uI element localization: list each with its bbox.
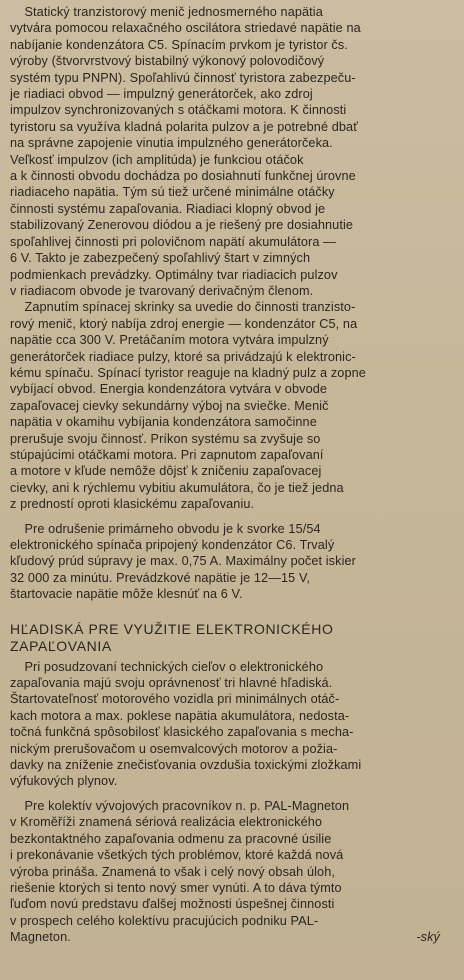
text-line: zapaľovania majú svoju oprávnenosť tri hlavné hľadiská.: [10, 676, 333, 691]
text-line: riadiaceho napätia. Tým sú tiež určené minimálne otáčky: [10, 185, 335, 200]
text-line: je riadiaci obvod — impulzný generátorček, ako zdroj: [10, 87, 313, 102]
text-line: činnosti systému zapaľovania. Riadiaci klopný obvod je: [10, 201, 326, 216]
text-line: generátorček riadiace pulzy, ktoré sa privádzajú k elektronic-: [10, 349, 356, 364]
author-signature: -ský: [416, 930, 440, 945]
text-line: a motore v kľude nemôže dôjsť k zničeniu zapaľovacej: [10, 464, 322, 479]
text-line: tyristoru sa využíva kladná polarita pulzov a je potrebné dbať: [10, 119, 359, 134]
text-line: i prekonávanie všetkých tých problémov, ktoré každá nová: [10, 848, 344, 863]
text-line: spoľahlivej činnosti pri polovičnom napätí akumulátora —: [10, 234, 336, 249]
text-line: rový menič, ktorý nabíja zdroj energie — kondenzátor C5, na: [10, 316, 358, 331]
text-line: nickým prerušovačom u osemvalcových motorov a požia-: [10, 741, 338, 756]
text-line: vytvára pomocou relaxačného oscilátora striedavé napätie na: [10, 21, 361, 36]
text-line: bezkontaktného zapaľovania odmenu za pracovné úsilie: [10, 831, 332, 846]
paragraph-ignition-switch: [10, 299, 458, 512]
text-line: napätia v okamihu vybíjania kondenzátora samočinne: [10, 415, 317, 430]
text-line: 32 000 za minútu. Prevádzkové napätie je 12—15 V,: [10, 570, 310, 585]
text-line: Veľkosť impulzov (ich amplitúda) je funkciou otáčok: [10, 152, 304, 167]
text-line: Statický tranzistorový menič jednosmerného napätia: [10, 5, 323, 19]
text-line: kľudový prúd súpravy je max. 0,75 A. Maximálny počet iskier: [10, 554, 356, 569]
paragraph-aspects: [10, 659, 458, 790]
text-line: na správne zapojenie vinutia impulzného generátorčeka.: [10, 136, 333, 151]
paragraph-gap: [10, 513, 458, 521]
text-line: podmienkach prevádzky. Optimálny tvar riadiacich pulzov: [10, 267, 338, 282]
text-line-last: [10, 929, 458, 945]
text-line: vybíjací obvod. Energia kondenzátora vytvára v obvode: [10, 382, 328, 397]
text-line: Magneton.: [10, 930, 71, 945]
text-line: prerušuje svoju činnosť. Príkon systému sa zvyšuje so: [10, 431, 321, 446]
text-line: točná funkčná spôsobilosť klasického zapaľovania s mecha-: [10, 725, 354, 740]
text-line: z predností oproti klasickému zapaľovaniu.: [10, 497, 255, 512]
text-line: stabilizovaný Zenerovou diódou a je riešený pre dosiahnutie: [10, 218, 354, 233]
text-line: štartovacie napätie môže klesnúť na 6 V.: [10, 587, 243, 602]
text-line: 6 V. Takto je zabezpečený spoľahlivý štart v zimných: [10, 251, 311, 266]
text-line: výroby (štvorvrstvový bistabilný výkonový polovodičový: [10, 54, 325, 69]
text-line: ľuďom novú predstavu ďalšej možnosti úspešnej činnosti: [10, 897, 335, 912]
text-line: stúpajúcimi otáčkami motora. Pri zapnutom zapaľovaní: [10, 447, 324, 462]
text-line: kach motora a max. poklese napätia akumulátora, nedosta-: [10, 708, 350, 723]
text-line: impulzov synchronizovaných s otáčkami motora. K činnosti: [10, 103, 347, 118]
heading-line: ZAPAĽOVANIA: [10, 637, 112, 654]
text-line: výfukových plynov.: [10, 774, 118, 789]
paragraph-gap: [10, 790, 458, 798]
text-line: Zapnutím spínacej skrinky sa uvedie do činnosti tranzisto-: [10, 300, 356, 315]
text-line: výroba prináša. Znamená to však i celý nový obsah úloh,: [10, 864, 335, 879]
text-line: elektronického spínača pripojený kondenzátor C6. Trvalý: [10, 538, 335, 552]
text-line: v Kroměříži znamená sériová realizácia elektronického: [10, 815, 323, 830]
text-line: Štartovateľnosť motorového vozidla pri minimálnych otáč-: [10, 692, 340, 707]
text-line: v prospech celého kolektívu pracujúcich podniku PAL-: [10, 913, 319, 928]
text-line: davky na zníženie znečisťovania ovzdušia toxickými zložkami: [10, 758, 362, 773]
text-line: nabíjanie kondenzátora C5. Spínacím prvkom je tyristor čs.: [10, 37, 348, 52]
paragraph-collective: [10, 798, 458, 946]
text-line: Pre kolektív vývojových pracovníkov n. p. PAL-Magneton: [10, 798, 350, 813]
text-line: kému spínaču. Spínací tyristor reaguje na kladný pulz a zopne: [10, 365, 366, 380]
text-line: systém typu PNPN). Spoľahlivú činnosť tyristora zabezpeču-: [10, 70, 356, 85]
section-heading: [10, 621, 458, 655]
heading-line: HĽADISKÁ PRE VYUŽITIE ELEKTRONICKÉHO: [10, 620, 334, 637]
text-line: Pre odrušenie primárneho obvodu je k svorke 15/54: [10, 521, 321, 536]
text-line: riešenie ktorých si tento nový smer vynúti. A to dáva týmto: [10, 880, 342, 895]
text-line: zapaľovacej cievky sekundárny výboj na sviečke. Menič: [10, 398, 329, 413]
paragraph-converter: [10, 4, 458, 299]
text-line: napätie cca 300 V. Pretáčaním motora vytvára impulzný: [10, 333, 329, 348]
text-line: v riadiacom obvode je tvarovaný derivačným členom.: [10, 283, 314, 298]
paragraph-specs: [10, 521, 458, 603]
text-line: Pri posudzovaní technických cieľov o elektronického: [10, 659, 324, 674]
text-line: cievky, ani k rýchlemu vybitiu akumulátora, čo je tiež jedna: [10, 480, 344, 495]
text-line: a k činnosti obvodu dochádza po dosiahnutí funkčnej úrovne: [10, 169, 356, 184]
